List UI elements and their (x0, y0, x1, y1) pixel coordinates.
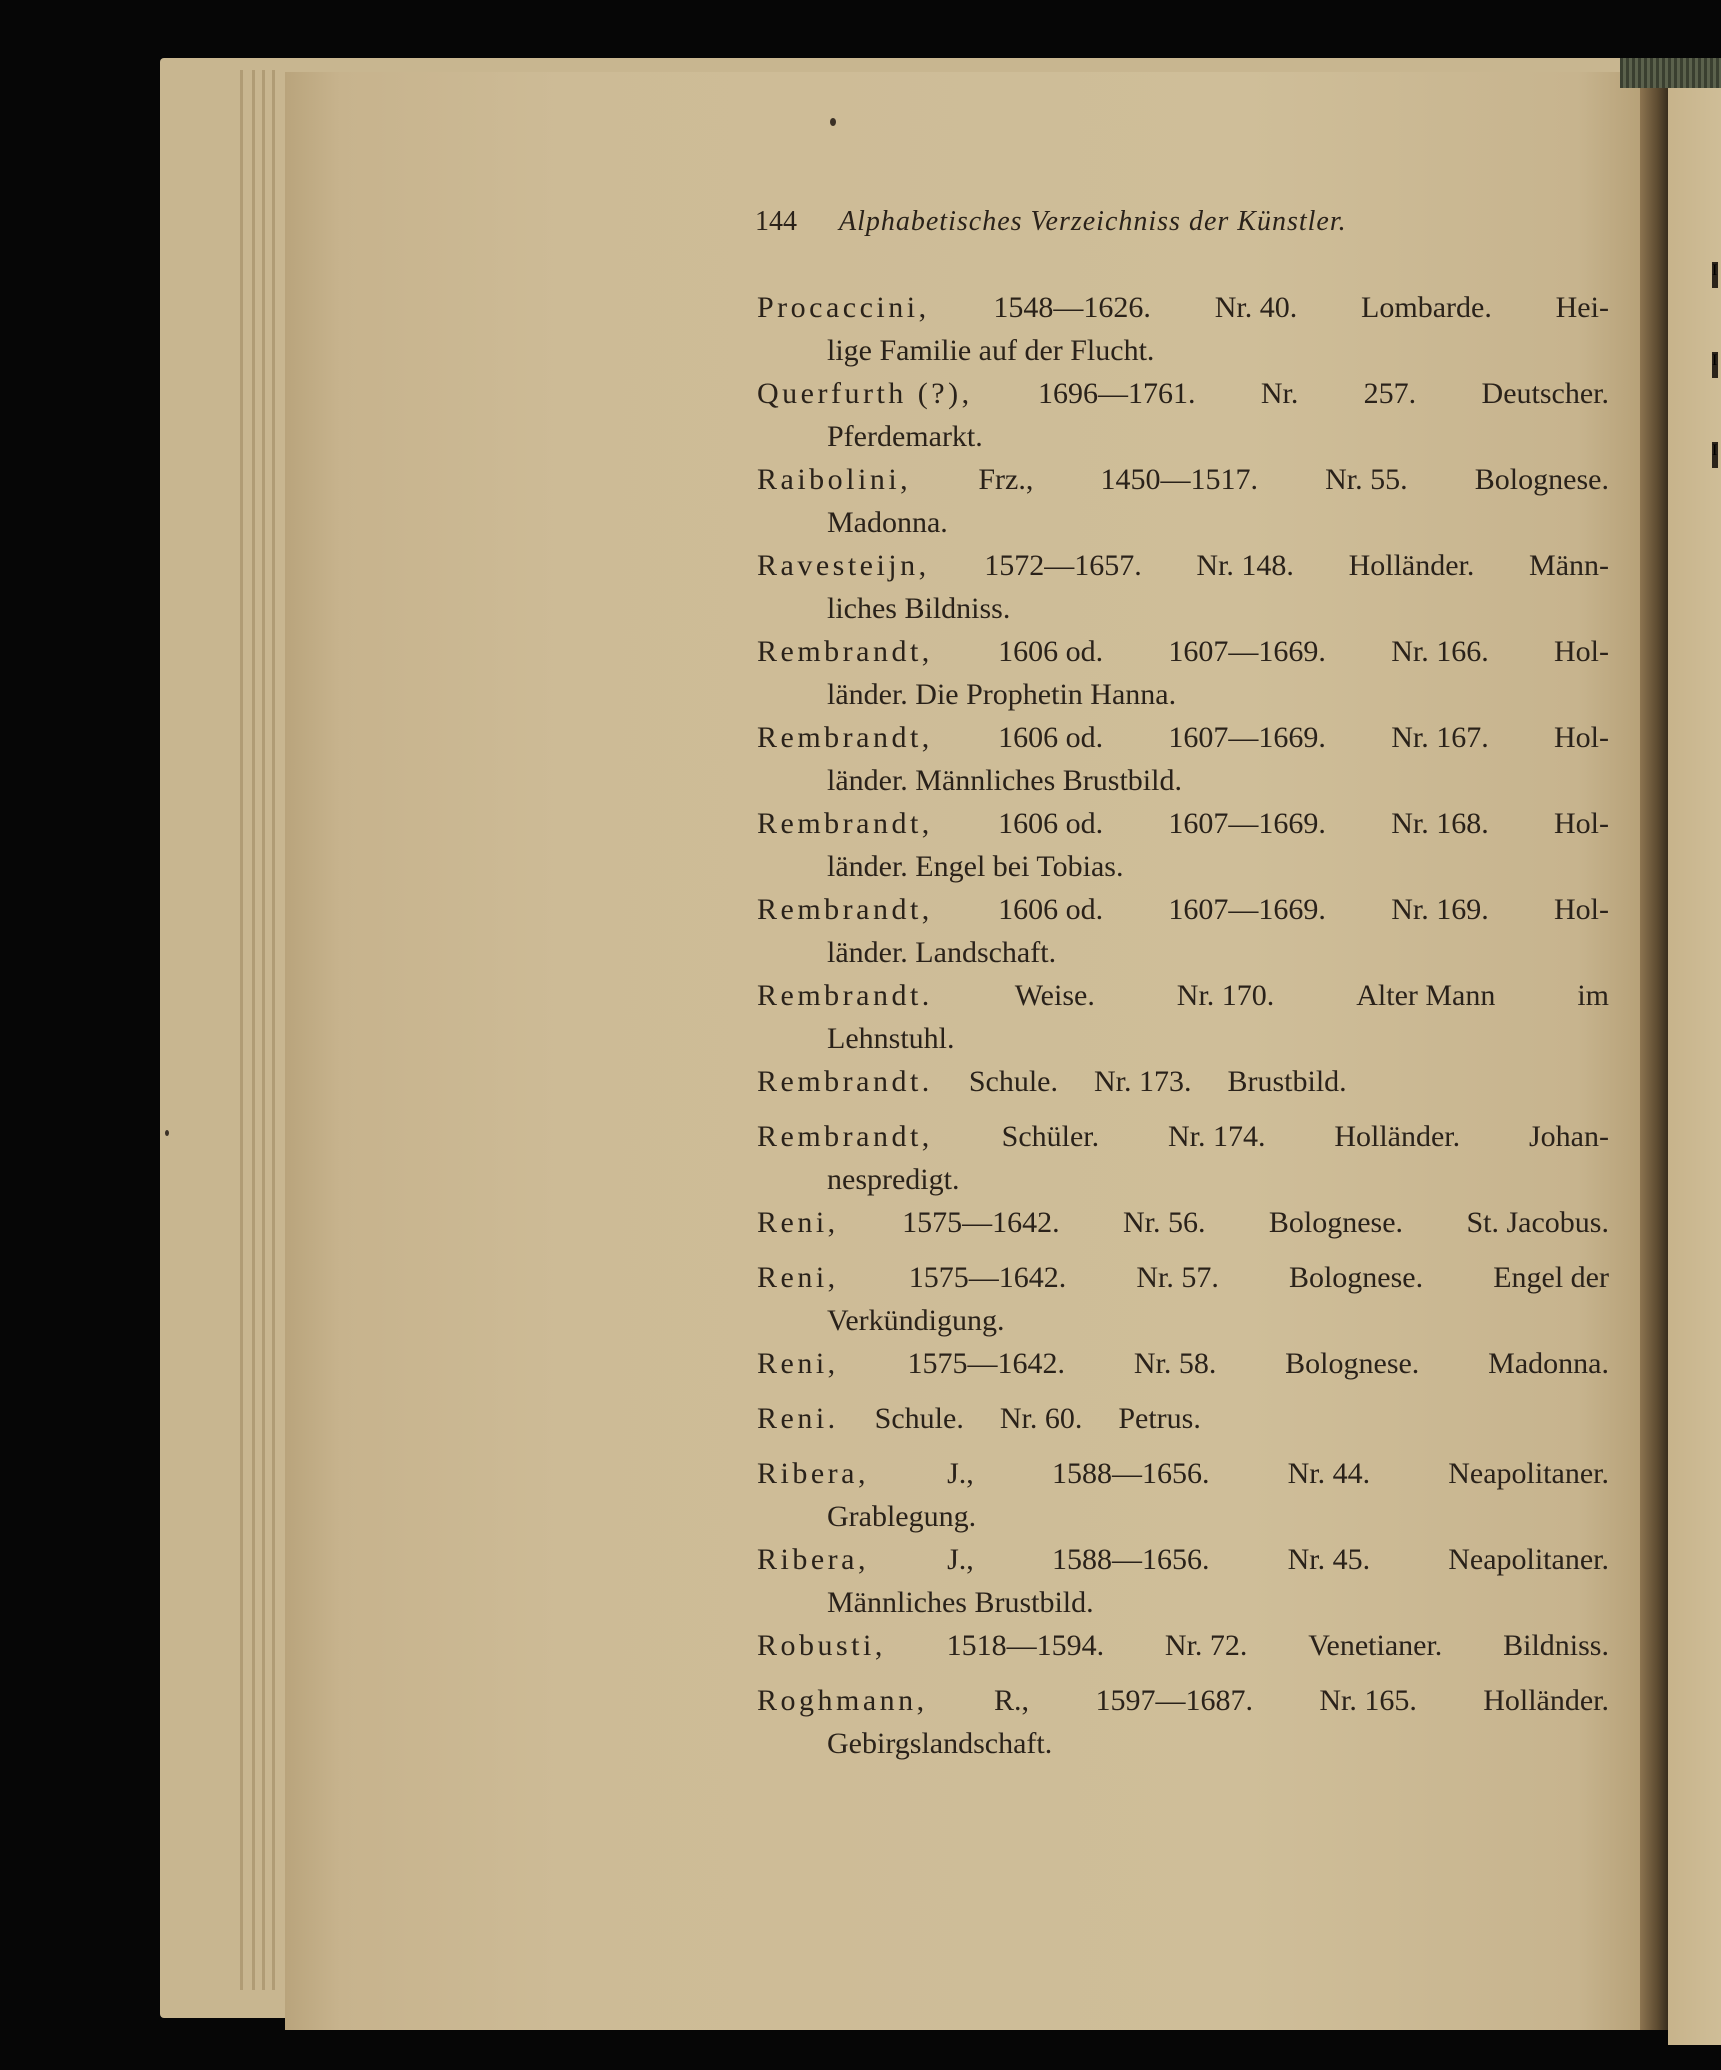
entry-field: Nr. 60. (999, 1402, 1083, 1435)
entry-field: 1575—1642. (902, 1206, 1060, 1239)
entry-field: Nr. 72. (1164, 1629, 1248, 1662)
entry-field: Weise. (1014, 979, 1095, 1012)
entry-field: Nr. 58. (1133, 1347, 1217, 1380)
artist-name: Rembrandt. (757, 1065, 933, 1098)
entry-field: Nr. 165. (1319, 1684, 1417, 1717)
artist-name: Ribera, (757, 1457, 869, 1490)
entry-field: Nr. 40. (1214, 291, 1298, 324)
entry-first-line (757, 1060, 1609, 1103)
entry-field: Bolognese. (1285, 1347, 1420, 1380)
entry-field: Hei- (1555, 291, 1609, 324)
entry-first-line (757, 888, 1609, 931)
entry-field: 1606 od. (998, 635, 1104, 668)
artist-name: Rembrandt, (757, 635, 933, 668)
artist-name: Rembrandt, (757, 721, 933, 754)
entry-continuation: Grablegung. (827, 1500, 977, 1533)
artist-name: Rembrandt, (757, 807, 933, 840)
entry-field: 1588—1656. (1051, 1457, 1210, 1490)
artist-name: Reni, (757, 1206, 839, 1239)
entry-field: Hol- (1554, 721, 1609, 754)
artist-name: Ravesteijn, (757, 549, 930, 582)
entry-field: Schule. (968, 1065, 1058, 1098)
entry-field: Nr. 174. (1168, 1120, 1266, 1153)
entry-first-line (757, 1201, 1609, 1244)
entry-field: Nr. 148. (1196, 549, 1294, 582)
index-entries (757, 286, 1609, 1765)
index-entry (757, 1060, 1609, 1103)
entry-first-line (757, 630, 1609, 673)
artist-name: Querfurth (?), (757, 377, 973, 410)
artist-name: Robusti, (757, 1629, 886, 1662)
entry-first-line (757, 1624, 1609, 1667)
entry-field: Bolognese. (1474, 463, 1609, 496)
entry-field: Frz., (978, 463, 1034, 496)
entry-field: Hol- (1554, 807, 1609, 840)
entry-field: Nr. 44. (1287, 1457, 1371, 1490)
entry-field: Nr. 170. (1176, 979, 1275, 1012)
index-entry (757, 1397, 1609, 1440)
entry-field: Nr. 56. (1122, 1206, 1206, 1239)
entry-field: St. Jacobus. (1466, 1206, 1609, 1239)
index-entry (757, 630, 1609, 716)
entry-first-line (757, 974, 1609, 1017)
entry-field: 1548—1626. (993, 291, 1151, 324)
entry-field: 257. (1363, 377, 1417, 410)
entry-field: Hol- (1554, 635, 1609, 668)
entry-field: Bolognese. (1288, 1261, 1424, 1294)
index-entry (757, 1256, 1609, 1342)
entry-field: Lombarde. (1361, 291, 1492, 324)
artist-name: Reni. (757, 1402, 839, 1435)
entry-field: Johan- (1529, 1120, 1609, 1153)
entry-first-line (757, 458, 1609, 501)
index-entry (757, 1538, 1609, 1624)
artist-name: Reni, (757, 1261, 839, 1294)
entry-field: Nr. 167. (1391, 721, 1489, 754)
entry-field: im (1577, 979, 1609, 1012)
entry-field: Nr. 55. (1325, 463, 1408, 496)
entry-continuation: Verkündigung. (827, 1304, 1005, 1337)
index-entry (757, 1201, 1609, 1244)
entry-field: 1575—1642. (908, 1261, 1067, 1294)
entry-first-line (757, 1342, 1609, 1385)
entry-field: Neapolitaner. (1448, 1457, 1609, 1490)
index-entry (757, 716, 1609, 802)
entry-field: Männ- (1529, 549, 1609, 582)
entry-field: Deutscher. (1481, 377, 1609, 410)
running-title: Alphabetisches Verzeichniss der Künstler. (839, 206, 1347, 237)
entry-first-line (757, 802, 1609, 845)
entry-continuation: länder. Die Prophetin Hanna. (827, 678, 1177, 711)
entry-field: 1607—1669. (1168, 635, 1326, 668)
entry-field: 1597—1687. (1095, 1684, 1253, 1717)
entry-field: Holländer. (1483, 1684, 1609, 1717)
entry-first-line (757, 716, 1609, 759)
index-entry (757, 286, 1609, 372)
entry-field: Nr. (1260, 377, 1299, 410)
running-head (755, 206, 1605, 248)
entry-field: 1450—1517. (1100, 463, 1258, 496)
entry-field: Engel der (1493, 1261, 1609, 1294)
facing-page-fragment: I (1712, 352, 1718, 378)
entry-first-line (757, 372, 1609, 415)
entry-first-line (757, 1397, 1609, 1440)
index-entry (757, 1452, 1609, 1538)
entry-field: J., (947, 1543, 974, 1576)
entry-field: R., (994, 1684, 1030, 1717)
entry-field: 1606 od. (998, 721, 1104, 754)
artist-name: Raibolini, (757, 463, 912, 496)
facing-page-fragment: I (1712, 262, 1718, 288)
entry-first-line (757, 1115, 1609, 1158)
entry-continuation: lige Familie auf der Flucht. (827, 334, 1155, 367)
entry-field: Madonna. (1488, 1347, 1609, 1380)
index-entry (757, 974, 1609, 1060)
artist-name: Reni, (757, 1347, 839, 1380)
entry-continuation: länder. Engel bei Tobias. (827, 850, 1124, 883)
entry-continuation: liches Bildniss. (827, 592, 1011, 625)
index-entry (757, 1115, 1609, 1201)
facing-page-fragment: I (1712, 442, 1718, 468)
entry-field: Nr. 169. (1391, 893, 1489, 926)
entry-field: Nr. 166. (1391, 635, 1489, 668)
entry-field: 1606 od. (998, 807, 1104, 840)
index-entry (757, 802, 1609, 888)
entry-field: Nr. 173. (1093, 1065, 1192, 1098)
page-number: 144 (755, 206, 797, 237)
entry-field: Nr. 168. (1391, 807, 1489, 840)
entry-first-line (757, 286, 1609, 329)
entry-field: 1572—1657. (984, 549, 1142, 582)
entry-field: 1606 od. (998, 893, 1104, 926)
artist-name: Rembrandt, (757, 1120, 933, 1153)
index-entry (757, 1342, 1609, 1385)
entry-continuation: Lehnstuhl. (827, 1022, 955, 1055)
index-entry (757, 544, 1609, 630)
entry-continuation: Männliches Brustbild. (827, 1586, 1094, 1619)
entry-field: 1588—1656. (1051, 1543, 1210, 1576)
index-entry (757, 1679, 1609, 1765)
entry-field: Nr. 57. (1136, 1261, 1219, 1294)
index-entry (757, 372, 1609, 458)
entry-continuation: Madonna. (827, 506, 948, 539)
entry-field: Schüler. (1001, 1120, 1100, 1153)
entry-field: Venetianer. (1308, 1629, 1443, 1662)
entry-first-line (757, 544, 1609, 587)
entry-field: Neapolitaner. (1448, 1543, 1609, 1576)
entry-field: Hol- (1554, 893, 1609, 926)
index-entry (757, 888, 1609, 974)
entry-continuation: Gebirgslandschaft. (827, 1727, 1053, 1760)
entry-field: 1575—1642. (907, 1347, 1065, 1380)
entry-field: 1607—1669. (1168, 893, 1326, 926)
entry-continuation: nespredigt. (827, 1163, 960, 1196)
artist-name: Roghmann, (757, 1684, 928, 1717)
index-entry (757, 1624, 1609, 1667)
entry-first-line (757, 1679, 1609, 1722)
entry-first-line (757, 1452, 1609, 1495)
entry-field: Bolognese. (1268, 1206, 1404, 1239)
entry-first-line (757, 1256, 1609, 1299)
entry-continuation: länder. Männliches Brustbild. (827, 764, 1182, 797)
entry-field: J., (947, 1457, 974, 1490)
entry-continuation: länder. Landschaft. (827, 936, 1057, 969)
entry-field: Alter Mann (1356, 979, 1496, 1012)
artist-name: Rembrandt. (757, 979, 933, 1012)
entry-field: Petrus. (1118, 1402, 1201, 1435)
artist-name: Rembrandt, (757, 893, 933, 926)
entry-field: Bildniss. (1503, 1629, 1609, 1662)
entry-field: 1607—1669. (1168, 721, 1326, 754)
entry-first-line (757, 1538, 1609, 1581)
entry-field: Schule. (874, 1402, 964, 1435)
entry-field: 1607—1669. (1168, 807, 1326, 840)
entry-continuation: Pferdemarkt. (827, 420, 983, 453)
entry-field: 1518—1594. (946, 1629, 1105, 1662)
entry-field: Brustbild. (1227, 1065, 1347, 1098)
entry-field: Holländer. (1334, 1120, 1461, 1153)
entry-field: 1696—1761. (1037, 377, 1196, 410)
entry-field: Holländer. (1348, 549, 1475, 582)
entry-field: Nr. 45. (1287, 1543, 1371, 1576)
artist-name: Procaccini, (757, 291, 930, 324)
index-entry (757, 458, 1609, 544)
artist-name: Ribera, (757, 1543, 869, 1576)
